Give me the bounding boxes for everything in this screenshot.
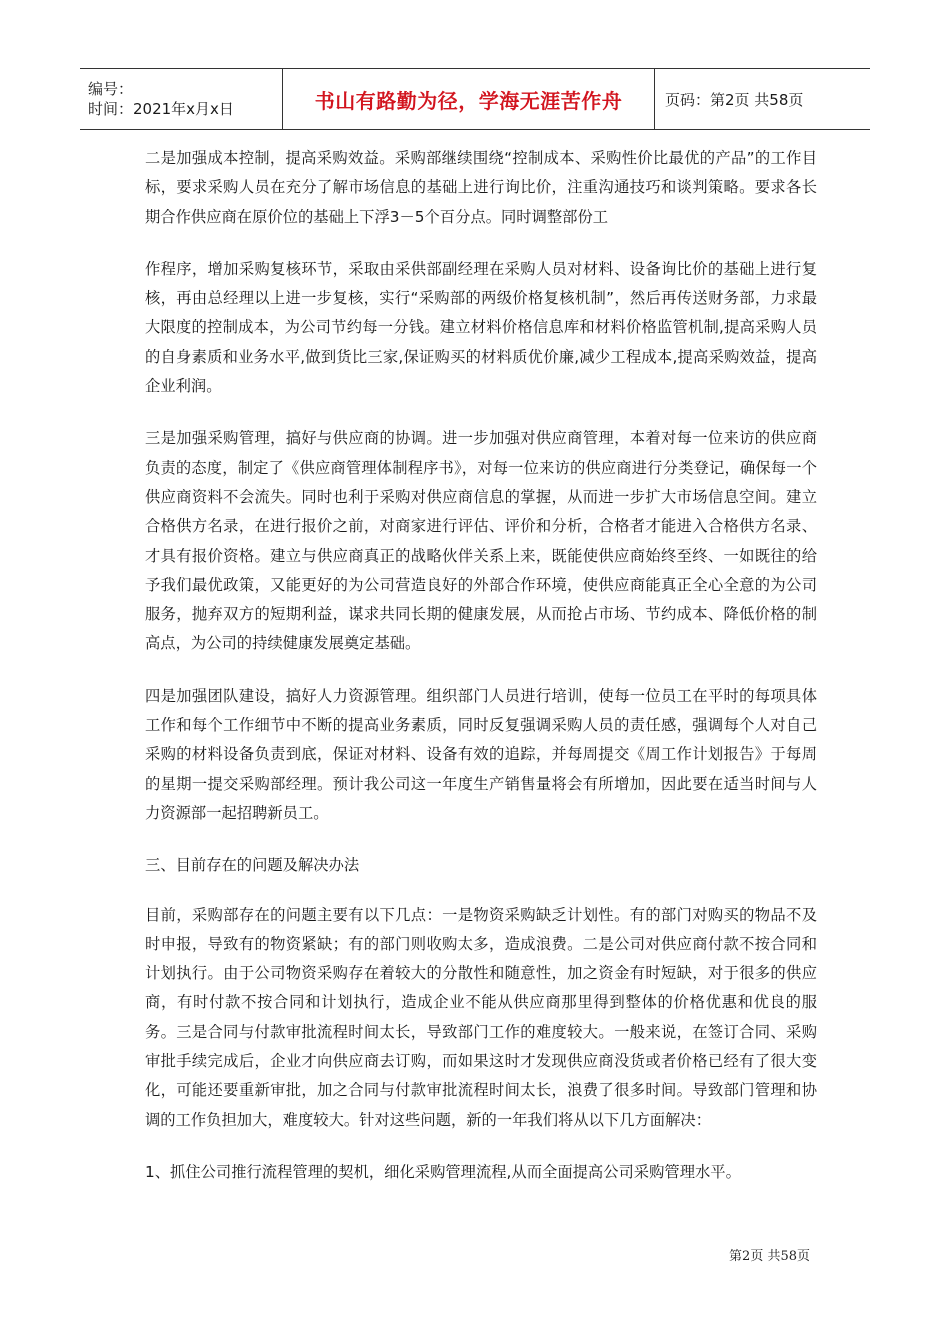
- header-motto: 书山有路勤为径，学海无涯苦作舟: [282, 69, 655, 129]
- document-body: [145, 144, 817, 1210]
- paragraph-supplier-management: 三是加强采购管理，搞好与供应商的协调。进一步加强对供应商管理，本着对每一位来访的供应商负责的态度，制定了《供应商管理体制程序书》，对每一位来访的供应商进行分类登记，确保每一个供应商资料不会流失。同时也利于采购对供应商信息的掌握，从而进一步扩大市场信息空间。建立合格供方名录，在进行报价之前，对商家进行评估、评价和分析，合格者才能进入合格供方名录、才具有报价资格。建立与供应商真正的战略伙伴关系上来，既能使供应商始终至终、一如既往的给予我们最优政策，又能更好的为公司营造良好的外部合作环境，使供应商能真正全心全意的为公司服务，抛弃双方的短期利益，谋求共同长期的健康发展，从而抢占市场、节约成本、降低价格的制高点，为公司的持续健康发展奠定基础。: [145, 429, 817, 653]
- paragraph-team-building: 四是加强团队建设，搞好人力资源管理。组织部门人员进行培训，使每一位员工在平时的每项具体工作和每个工作细节中不断的提高业务素质，同时反复强调采购人员的责任感，强调每个人对自己采购的材料设备负责到底，保证对材料、设备有效的追踪，并每周提交《周工作计划报告》于每周的星期一提交采购部经理。预计我公司这一年度生产销售量将会有所增加，因此要在适当时间与人力资源部一起招聘新员工。: [145, 686, 817, 822]
- document-number-label: 编号：: [88, 80, 134, 98]
- header-meta: [80, 69, 282, 129]
- header-page-label: 页码：第2页 共58页: [665, 90, 804, 109]
- paragraph-cost-control: 二是加强成本控制，提高采购效益。采购部继续围绕“控制成本、采购性价比最优的产品”的工作目标，要求采购人员在充分了解市场信息的基础上进行询比价，注重沟通技巧和谈判策略。要求各长期合作供应商在原价位的基础上下浮3－5个百分点。同时调整部份工: [145, 149, 817, 226]
- paragraph-solution-1: 1、抓住公司推行流程管理的契机，细化采购管理流程,从而全面提高公司采购管理水平。: [145, 1162, 741, 1181]
- page-footer: 第2页 共58页: [729, 1249, 810, 1264]
- paragraph-current-problems: 目前，采购部存在的问题主要有以下几点：一是物资采购缺乏计划性。有的部门对购买的物品不及时申报，导致有的物资紧缺；有的部门则收购太多，造成浪费。二是公司对供应商付款不按合同和计划执行。由于公司物资采购存在着较大的分散性和随意性，加之资金有时短缺，对于很多的供应商，有时付款不按合同和计划执行，造成企业不能从供应商那里得到整体的价格优惠和优良的服务。三是合同与付款审批流程时间太长，导致部门工作的难度较大。一般来说，在签订合同、采购审批手续完成后，企业才向供应商去订购，而如果这时才发现供应商没货或者价格已经有了很大变化，可能还要重新审批，加之合同与付款审批流程时间太长，浪费了很多时间。导致部门管理和协调的工作负担加大，难度较大。针对这些问题，新的一年我们将从以下几方面解决：: [145, 905, 817, 1129]
- document-time-label: 时间：2021年x月x日: [88, 100, 234, 118]
- section-heading-problems: 三、目前存在的问题及解决办法: [145, 856, 360, 875]
- paragraph-procedure: 作程序，增加采购复核环节，采取由采供部副经理在采购人员对材料、设备询比价的基础上进行复核，再由总经理以上进一步复核，实行“采购部的两级价格复核机制”，然后再传送财务部，力求最大限度的控制成本，为公司节约每一分钱。建立材料价格信息库和材料价格监管机制,提高采购人员的自身素质和业务水平,做到货比三家,保证购买的材料质优价廉,减少工程成本,提高采购效益，提高企业利润。: [145, 259, 817, 396]
- page-header: [80, 68, 870, 130]
